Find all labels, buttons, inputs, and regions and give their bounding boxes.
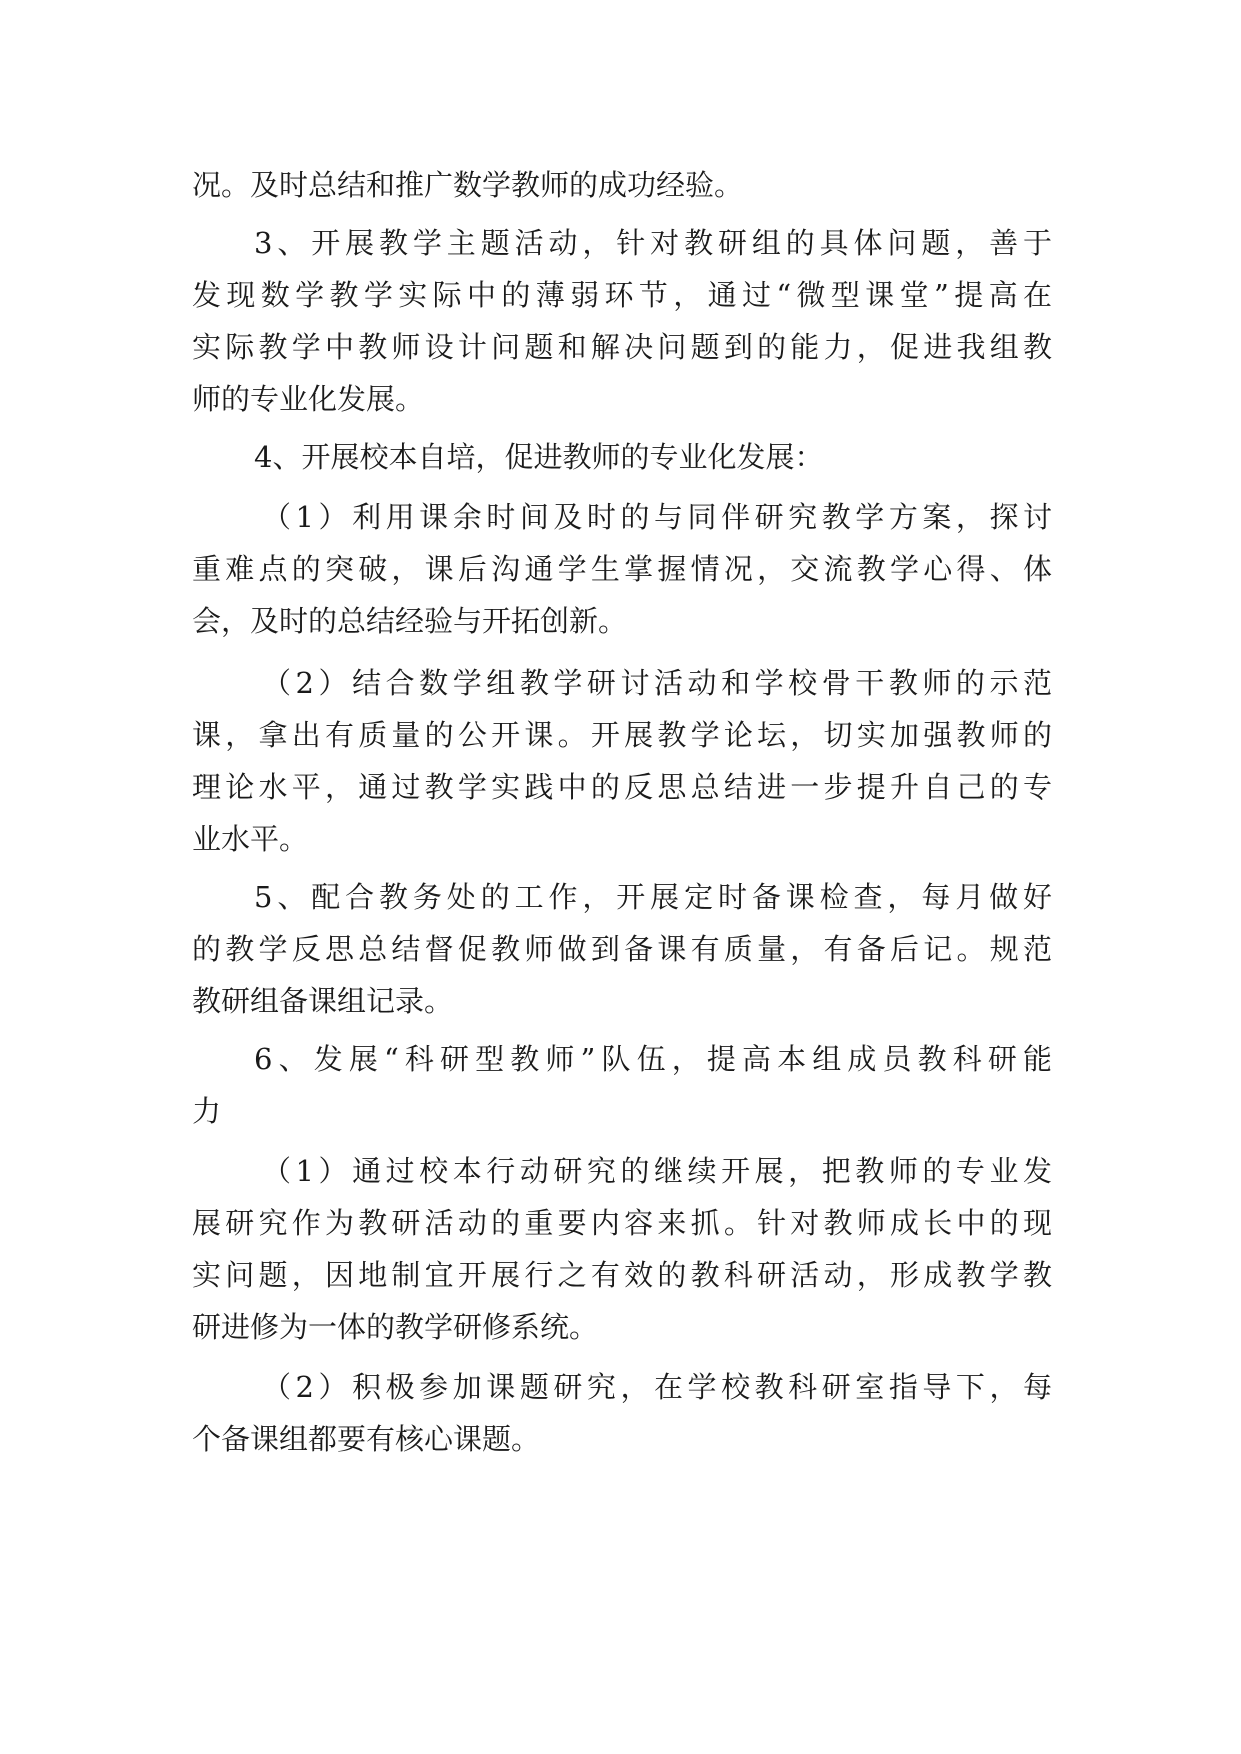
text-line: 业水平。 xyxy=(192,822,309,856)
text-line: （2）结合数学组教学研讨活动和学校骨干教师的示范 xyxy=(262,666,1052,700)
text-line: 4、开展校本自培，促进教师的专业化发展： xyxy=(254,440,824,474)
text-line: 实际教学中教师设计问题和解决问题到的能力，促进我组教 xyxy=(192,330,1052,364)
text-line: （2）积极参加课题研究，在学校教科研室指导下，每 xyxy=(262,1370,1052,1404)
text-line: （1）通过校本行动研究的继续开展，把教师的专业发 xyxy=(262,1154,1052,1188)
text-line: 6、发展“科研型教师”队伍，提高本组成员教科研能 xyxy=(254,1042,1052,1076)
text-line: 会，及时的总结经验与开拓创新。 xyxy=(192,604,628,638)
text-line: 5、配合教务处的工作，开展定时备课检查，每月做好 xyxy=(254,880,1052,914)
text-line: 发现数学教学实际中的薄弱环节，通过“微型课堂”提高在 xyxy=(192,278,1052,312)
text-line: 实问题，因地制宜开展行之有效的教科研活动，形成教学教 xyxy=(192,1258,1052,1292)
text-line: 展研究作为教研活动的重要内容来抓。针对教师成长中的现 xyxy=(192,1206,1052,1240)
text-line: 理论水平，通过教学实践中的反思总结进一步提升自己的专 xyxy=(192,770,1052,804)
text-line: 教研组备课组记录。 xyxy=(192,984,454,1018)
text-line: 况。及时总结和推广数学教师的成功经验。 xyxy=(192,168,744,202)
text-line: 研进修为一体的教学研修系统。 xyxy=(192,1310,599,1344)
text-line: 课，拿出有质量的公开课。开展教学论坛，切实加强教师的 xyxy=(192,718,1052,752)
text-line: 师的专业化发展。 xyxy=(192,382,425,416)
text-line: 的教学反思总结督促教师做到备课有质量，有备后记。规范 xyxy=(192,932,1052,966)
text-line: （1）利用课余时间及时的与同伴研究教学方案，探讨 xyxy=(262,500,1052,534)
text-line: 力 xyxy=(192,1094,222,1128)
text-line: 个备课组都要有核心课题。 xyxy=(192,1422,541,1456)
text-line: 重难点的突破，课后沟通学生掌握情况，交流教学心得、体 xyxy=(192,552,1052,586)
text-line: 3、开展教学主题活动，针对教研组的具体问题，善于 xyxy=(254,226,1052,260)
